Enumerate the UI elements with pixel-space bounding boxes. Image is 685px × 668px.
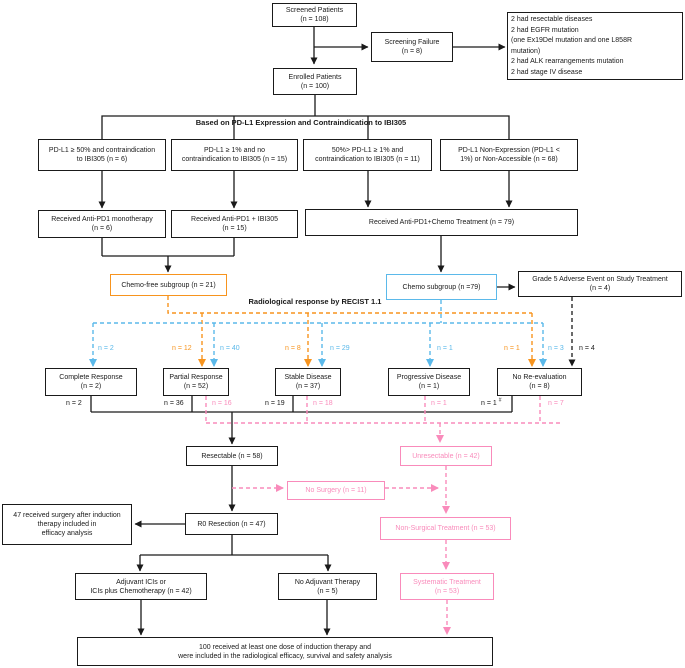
node-pdl1-non-expression bbox=[440, 139, 578, 171]
text-line: 2 had EGFR mutation bbox=[511, 26, 579, 34]
text-line: (n = 1) bbox=[418, 383, 440, 390]
text-line: Adjuvant ICIs or bbox=[116, 578, 166, 586]
text-line: Complete Response bbox=[59, 374, 123, 381]
text-line: Partial Response bbox=[169, 374, 223, 381]
node-surgery-note bbox=[2, 504, 132, 545]
node-pdl1-1-no-contra bbox=[171, 139, 298, 171]
node-anti-pd1-monotherapy bbox=[38, 210, 166, 238]
footnote-marker: # bbox=[498, 397, 502, 404]
text-line: Screening Failure bbox=[384, 39, 440, 46]
count-pd-unresectable: n = 1 bbox=[431, 400, 447, 407]
count-pr-resectable: n = 36 bbox=[164, 400, 184, 407]
node-enrolled-patients bbox=[273, 68, 357, 95]
node-no-surgery bbox=[287, 481, 385, 500]
node-screened-patients bbox=[272, 3, 357, 27]
node-no-adjuvant-therapy bbox=[278, 573, 377, 600]
count-pd-from-chemo: n = 1 bbox=[437, 345, 453, 352]
count-nore-unresectable: n = 7 bbox=[548, 400, 564, 407]
text-line: mutation) bbox=[511, 47, 541, 55]
count-sd-from-chemo: n = 29 bbox=[330, 345, 350, 352]
text-line: 2 had resectable diseases bbox=[511, 16, 593, 23]
count-nore-from-chemo: n = 3 bbox=[548, 345, 564, 352]
node-stable-disease bbox=[275, 368, 341, 396]
node-adjuvant-icis bbox=[75, 573, 207, 600]
text-line: therapy included in bbox=[37, 521, 97, 528]
node-failure-reasons bbox=[507, 12, 683, 80]
text-line: PD-L1 Non-Expression (PD-L1 < bbox=[458, 147, 560, 154]
text-line: Non-Surgical Treatment (n = 53) bbox=[395, 525, 496, 532]
text-line: R0 Resection (n = 47) bbox=[197, 520, 266, 528]
recist-header: Radiological response by RECIST 1.1 bbox=[248, 297, 382, 306]
count-sd-unresectable: n = 18 bbox=[313, 400, 333, 407]
text-line: Screened Patients bbox=[285, 7, 344, 14]
node-screening-failure bbox=[371, 32, 453, 62]
text-line: Progressive Disease bbox=[396, 374, 462, 381]
text-line: Enrolled Patients bbox=[288, 73, 342, 81]
text-line: 100 received at least one dose of induction therapy and bbox=[198, 643, 371, 651]
text-line: Resectable (n = 58) bbox=[201, 452, 263, 460]
node-unresectable bbox=[400, 446, 492, 466]
text-line: PD-L1 ≥ 50% and contraindication bbox=[48, 147, 156, 154]
resectable-collector bbox=[91, 396, 512, 412]
node-chemo-free-subgroup bbox=[110, 274, 227, 296]
node-pdl1-50-contra bbox=[38, 139, 166, 171]
text-line: No Surgery (n = 11) bbox=[305, 487, 367, 494]
count-nore-from-grade5: n = 4 bbox=[579, 345, 595, 352]
text-line: Grade 5 Adverse Event on Study Treatment bbox=[532, 276, 668, 283]
text-line: to IBI305 (n = 6) bbox=[76, 156, 128, 163]
text-line: Chemo subgroup (n =79) bbox=[402, 283, 481, 291]
count-pr-from-chemofree: n = 12 bbox=[172, 345, 192, 352]
node-complete-response bbox=[45, 368, 137, 396]
text-line: contraindication to IBI305 (n = 15) bbox=[181, 156, 288, 163]
count-sd-resectable: n = 19 bbox=[265, 400, 285, 407]
node-partial-response bbox=[163, 368, 229, 396]
node-resectable bbox=[186, 446, 278, 466]
text-line: (n = 15) bbox=[222, 225, 247, 232]
node-no-reevaluation bbox=[497, 368, 582, 396]
text-line: Chemo-free subgroup (n = 21) bbox=[121, 281, 216, 289]
text-line: (n = 8) bbox=[529, 383, 550, 390]
text-line: No Adjuvant Therapy bbox=[294, 578, 361, 586]
count-sd-from-chemofree: n = 8 bbox=[285, 345, 301, 352]
text-line: (n = 100) bbox=[300, 82, 330, 90]
node-chemo-subgroup bbox=[386, 274, 497, 300]
text-line: Received Anti-PD1+Chemo Treatment (n = 79) bbox=[368, 219, 515, 226]
node-systematic-treatment bbox=[400, 573, 494, 600]
count-nore-resectable: n = 1 # bbox=[481, 397, 502, 407]
node-grade5-adverse-event bbox=[518, 271, 682, 297]
text-line: Systematic Treatment bbox=[413, 578, 481, 586]
text-line: (n = 8) bbox=[401, 48, 423, 55]
count-nore-from-chemofree: n = 1 bbox=[504, 345, 520, 352]
count-pr-unresectable: n = 16 bbox=[212, 400, 232, 407]
text-line: (n = 6) bbox=[91, 225, 113, 232]
text-line: were included in the radiological efficacy, survival and safety analysis bbox=[178, 652, 392, 660]
text-line: ICIs plus Chemotherapy (n = 42) bbox=[90, 587, 192, 595]
text-line: efficacy analysis bbox=[41, 530, 93, 537]
pdl1-split-header: Based on PD-L1 Expression and Contraindication to IBI305 bbox=[195, 118, 407, 127]
text-line: (n = 37) bbox=[295, 383, 321, 390]
r0-split bbox=[140, 535, 328, 555]
node-pdl1-between-contra bbox=[303, 139, 432, 171]
text-line: PD-L1 ≥ 1% and no bbox=[203, 147, 266, 154]
text-line: 1%) or Non-Accessible (n = 68) bbox=[460, 156, 558, 163]
node-progressive-disease bbox=[388, 368, 470, 396]
text-line: (n = 2) bbox=[80, 383, 102, 390]
chemo-free-dashed-connectors bbox=[168, 296, 532, 366]
text-line: Received Anti-PD1 + IBI305 bbox=[191, 216, 278, 223]
text-line: (n = 5) bbox=[317, 587, 338, 595]
chemo-dashed-connectors bbox=[93, 300, 543, 366]
merge-chemofree bbox=[102, 238, 234, 256]
text-line: contraindication to IBI305 (n = 11) bbox=[315, 156, 420, 163]
text-line: (n = 53) bbox=[434, 587, 460, 595]
count-pr-from-chemo: n = 40 bbox=[220, 345, 240, 352]
text-line: 2 had stage IV disease bbox=[511, 68, 583, 76]
text-line: No Re-evaluation bbox=[512, 374, 567, 381]
text-line: (n = 4) bbox=[589, 285, 611, 292]
text-line: Unresectable (n = 42) bbox=[412, 452, 480, 460]
text-line: Received Anti-PD1 monotherapy bbox=[51, 216, 153, 223]
count-cr-from-chemo: n = 2 bbox=[98, 345, 114, 352]
text-line: 2 had ALK rearrangements mutation bbox=[511, 58, 624, 66]
text-line: (one Ex19Del mutation and one L858R bbox=[511, 37, 633, 45]
text-line: Stable Disease bbox=[284, 374, 332, 381]
node-final-summary bbox=[77, 637, 493, 666]
node-r0-resection bbox=[185, 513, 278, 535]
text-line: (n = 52) bbox=[183, 383, 209, 390]
node-non-surgical-treatment bbox=[380, 517, 511, 540]
text-line: (n = 108) bbox=[300, 16, 329, 23]
text-line: 50%> PD-L1 ≥ 1% and bbox=[331, 147, 404, 154]
count-cr-resectable: n = 2 bbox=[66, 400, 82, 407]
node-anti-pd1-chemo bbox=[305, 209, 578, 236]
node-anti-pd1-ibi305 bbox=[171, 210, 298, 238]
text-line: 47 received surgery after induction bbox=[13, 512, 121, 519]
